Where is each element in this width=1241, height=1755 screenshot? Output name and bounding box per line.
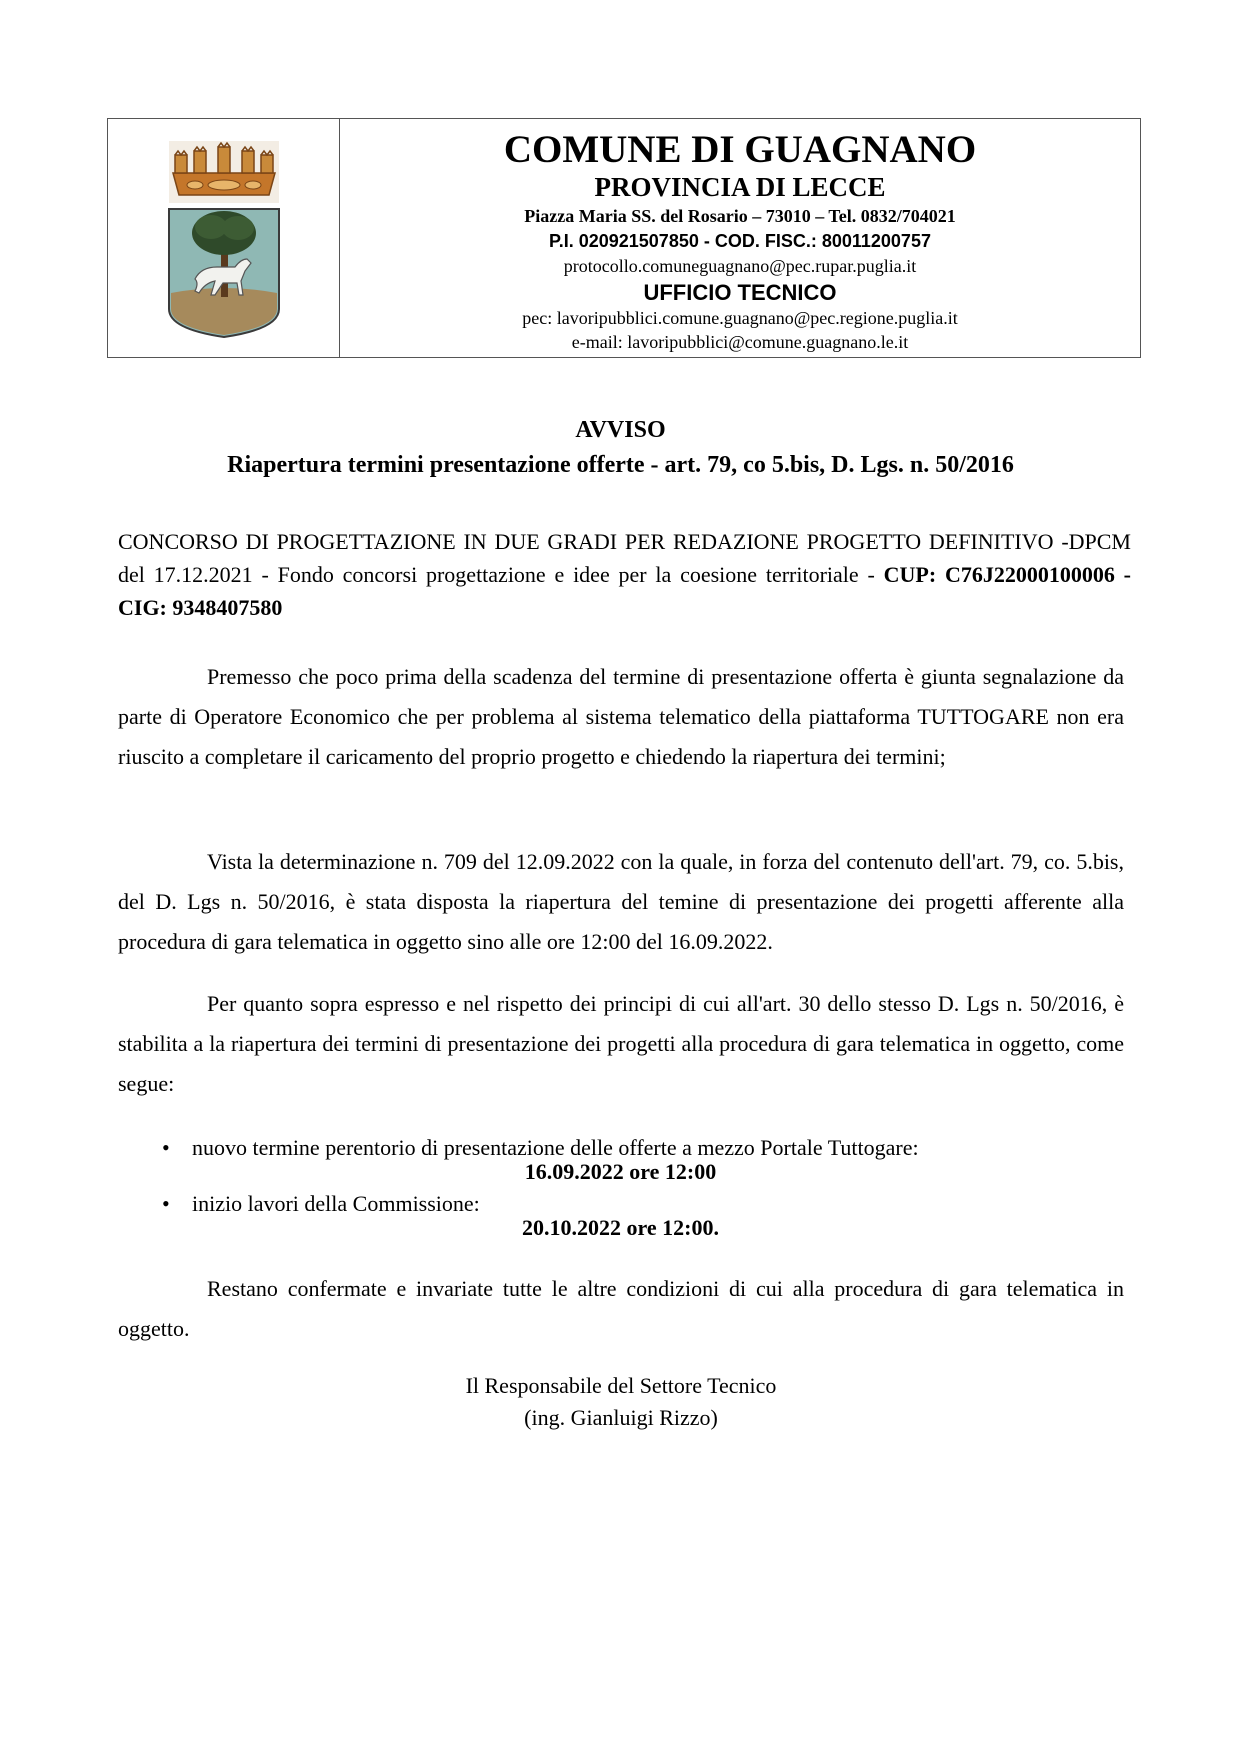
list-item-text: inizio lavori della Commissione: xyxy=(192,1191,480,1216)
bullet-marker: • xyxy=(162,1135,170,1160)
fiscal-codes: P.I. 020921507850 - COD. FISC.: 80011200757 xyxy=(549,231,931,251)
paragraph-determination: Vista la determinazione n. 709 del 12.09.2022 con la quale, in forza del contenuto dell'art. 79, co. 5.bis, del D. Lgs n. 50/2016, è stata disposta la riapertura del temine di presentazione dei progetti afferente alla procedura di gara telematica in oggetto sino alle ore 12:00 del 16.09.2022. xyxy=(118,849,1124,954)
paragraph-reopening: Per quanto sopra espresso e nel rispetto dei principi di cui all'art. 30 dello stesso D. Lgs n. 50/2016, è stabilita a la riapertura dei termini di presentazione dei progetti alla procedura di gara telematica in oggetto, come segue: xyxy=(118,991,1124,1096)
contest-description xyxy=(118,525,1131,624)
province-name: PROVINCIA DI LECCE xyxy=(594,172,886,202)
letterhead xyxy=(107,118,1141,358)
commission-date: 20.10.2022 ore 12:00. xyxy=(522,1215,719,1240)
signature-name: (ing. Gianluigi Rizzo) xyxy=(524,1405,718,1430)
notice-heading: AVVISO xyxy=(575,417,666,443)
office-name: UFFICIO TECNICO xyxy=(643,280,837,305)
paragraph-premise: Premesso che poco prima della scadenza del termine di presentazione offerta è giunta segnalazione da parte di Operatore Economico che per problema al sistema telematico della piattaforma TUTTOGARE non era riuscito a completare il caricamento del proprio progetto e chiedendo la riapertura dei termini; xyxy=(118,664,1124,769)
address-line: Piazza Maria SS. del Rosario – 73010 – Tel. 0832/704021 xyxy=(524,206,956,226)
list-item-text: nuovo termine perentorio di presentazione delle offerte a mezzo Portale Tuttogare: xyxy=(192,1135,919,1160)
contest-codes: CUP: C76J22000100006 - CIG: 9348407580 xyxy=(118,562,1131,620)
letterhead-text xyxy=(340,119,1140,357)
notice-subtitle: Riapertura termini presentazione offerte - art. 79, co 5.bis, D. Lgs. n. 50/2016 xyxy=(227,452,1014,478)
email-address: e-mail: lavoripubblici@comune.guagnano.le.it xyxy=(571,332,909,352)
coat-of-arms-icon xyxy=(161,133,287,343)
signature-role: Il Responsabile del Settore Tecnico xyxy=(465,1373,777,1398)
contest-text: CONCORSO DI PROGETTAZIONE IN DUE GRADI PER REDAZIONE PROGETTO DEFINITIVO -DPCM del 17.12.2021 - Fondo concorsi progettazione e idee per la coesione territoriale - xyxy=(118,529,1131,587)
logo-cell xyxy=(108,119,340,357)
signature-block xyxy=(440,1370,802,1434)
municipality-title: COMUNE DI GUAGNANO xyxy=(503,128,977,171)
deadline-date: 16.09.2022 ore 12:00 xyxy=(524,1159,717,1184)
protocol-email: protocollo.comuneguagnano@pec.rupar.puglia.it xyxy=(563,256,917,276)
bullet-marker: • xyxy=(162,1191,170,1216)
pec-address: pec: lavoripubblici.comune.guagnano@pec.regione.puglia.it xyxy=(522,308,958,328)
paragraph-closing: Restano confermate e invariate tutte le altre condizioni di cui alla procedura di gara telematica in oggetto. xyxy=(118,1276,1124,1341)
crown-icon xyxy=(169,141,279,203)
